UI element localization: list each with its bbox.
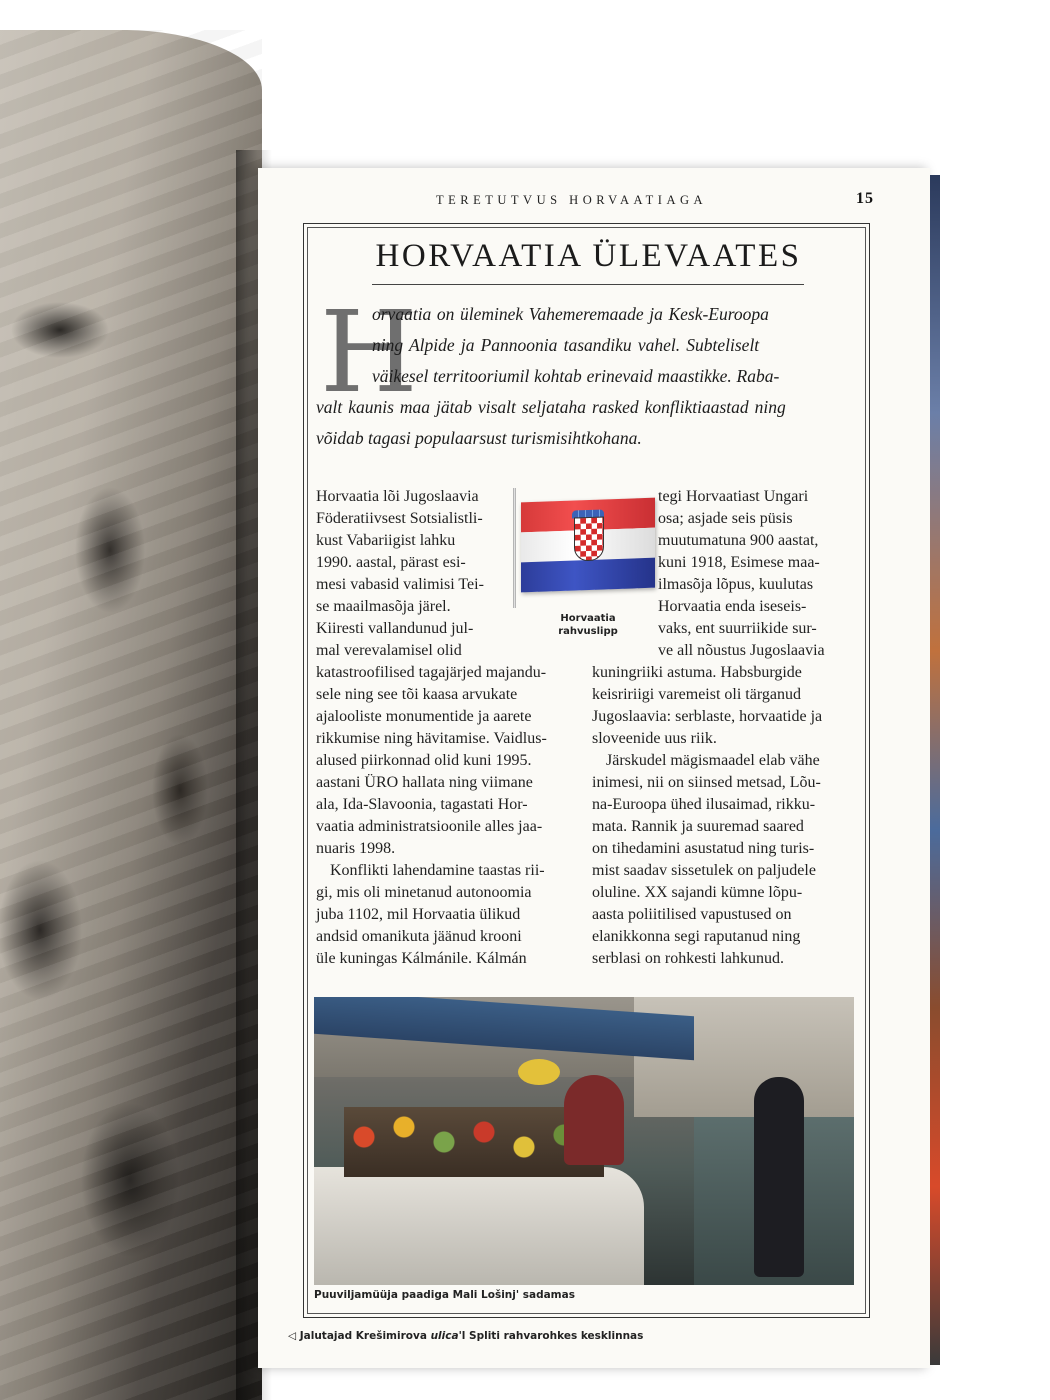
flag-caption — [548, 612, 628, 638]
body-line: on tihedamini asustatud ning turis- — [592, 840, 815, 857]
title-rule — [372, 284, 804, 285]
body-line: andsid omanikuta jäänud krooni — [316, 928, 522, 945]
running-head: TERETUTVUS HORVAATIAGA — [436, 193, 708, 207]
body-line: Horvaatia lõi Jugoslaavia — [316, 488, 479, 505]
body-line: se maailmasõja järel. — [316, 598, 451, 615]
body-line: Horvaatia enda iseseis- — [658, 598, 807, 615]
body-line: ilmasõja lõpus, kuulutas — [658, 576, 814, 593]
body-line: sele ning see tõi kaasa arvukate — [316, 686, 518, 703]
body-line: tegi Horvaatiast Ungari — [658, 488, 809, 505]
caption-italic: ulica — [430, 1330, 459, 1342]
flagpole — [513, 488, 516, 608]
body-line: Järskudel mägismaadel elab vähe — [606, 752, 820, 769]
body-line: inimesi, nii on siinsed metsad, Lõu- — [592, 774, 821, 791]
body-line: keisririigi varemeist oli tärganud — [592, 686, 801, 703]
intro-line: valt kaunis maa jätab visalt seljataha rasked konfliktiaastad ning — [316, 397, 786, 417]
body-line: katastroofilised tagajärjed majandu- — [316, 664, 547, 681]
body-line: Föderatiivsest Sotsialistli- — [316, 510, 483, 527]
body-line: alused piirkonnad olid kuni 1995. — [316, 752, 532, 769]
intro-line: võidab tagasi populaarsust turismisihtkohana. — [316, 428, 642, 448]
body-line: ajalooliste monumentide ja aarete — [316, 708, 532, 725]
body-line: vaatia administratsioonile alles jaa- — [316, 818, 543, 835]
body-line: vaks, ent suurriikide sur- — [658, 620, 817, 637]
body-line: muutumatuna 900 aastat, — [658, 532, 819, 549]
body-line: kuni 1918, Esimese maa- — [658, 554, 820, 571]
intro-line: orvaatia on üleminek Vahemeremaade ja Kesk-Euroopa — [372, 304, 769, 324]
flag-caption-line: rahvuslipp — [558, 626, 618, 637]
page-edges — [930, 175, 940, 1365]
intro-line: väikesel territooriumil kohtab erinevaid maastikke. Raba- — [372, 366, 780, 386]
intro-line: ning Alpide ja Pannoonia tasandiku vahel. Subteliselt — [372, 335, 760, 355]
body-line: rikkumise ning hävitamise. Vaidlus- — [316, 730, 547, 747]
body-line: ala, Ida-Slavoonia, tagastati Hor- — [316, 796, 528, 813]
body-line: mist saadav sissetulek on paljudele — [592, 862, 816, 879]
left-page-photo — [0, 30, 262, 1400]
body-line: kust Vabariigist lahku — [316, 532, 456, 549]
body-line: ve all nõustus Jugoslaavia — [658, 642, 825, 659]
body-line: mata. Rannik ja suuremad saared — [592, 818, 804, 835]
harbour-photo — [314, 997, 854, 1285]
body-line: aasta poliitilised vapustused on — [592, 906, 792, 923]
body-line: aastani ÜRO hallata ning viimane — [316, 774, 533, 791]
article-title: HORVAATIA ÜLEVAATES — [375, 238, 802, 274]
body-line: sloveenide uus riik. — [592, 730, 717, 747]
photo-caption: Puuviljamüüja paadiga Mali Lošinj' sadamas — [314, 1289, 575, 1301]
body-line: üle kuningas Kálmánile. Kálmán — [316, 950, 527, 967]
body-line: nuaris 1998. — [316, 840, 396, 857]
body-line: mesi vabasid valimisi Tei- — [316, 576, 484, 593]
caption-text: 'l Spliti rahvarohkes kesklinnas — [458, 1330, 644, 1342]
body-line: Konflikti lahendamine taastas rii- — [330, 862, 545, 879]
arrow-left-icon: ◁ — [288, 1330, 297, 1342]
body-line: osa; asjade seis püsis — [658, 510, 793, 527]
body-line: Kiiresti vallandunud jul- — [316, 620, 474, 637]
caption-text: Jalutajad Krešimirova — [299, 1330, 431, 1342]
left-photo-caption — [288, 1330, 643, 1342]
page-number: 15 — [856, 190, 874, 207]
body-line: 1990. aastal, pärast esi- — [316, 554, 466, 571]
body-line: Jugoslaavia: serblaste, horvaatide ja — [592, 708, 823, 725]
body-line: kuningriiki astuma. Habsburgide — [592, 664, 802, 681]
body-line: gi, mis oli minetanud autonoomia — [316, 884, 532, 901]
body-line: mal verevalamisel olid — [316, 642, 462, 659]
body-line: juba 1102, mil Horvaatia ülikud — [316, 906, 521, 923]
body-line: oluline. XX sajandi kümne lõpu- — [592, 884, 803, 901]
drop-cap: H — [320, 288, 418, 418]
flag-caption-line: Horvaatia — [560, 613, 616, 624]
body-line: na-Euroopa ühed ilusaimad, rikku- — [592, 796, 816, 813]
checkerboard-coat-of-arms-icon — [574, 516, 604, 561]
body-line: elanikkonna segi raputanud ning — [592, 928, 801, 945]
croatian-flag-image — [521, 498, 655, 593]
body-line: serblasi on rohkesti lahkunud. — [592, 950, 784, 967]
